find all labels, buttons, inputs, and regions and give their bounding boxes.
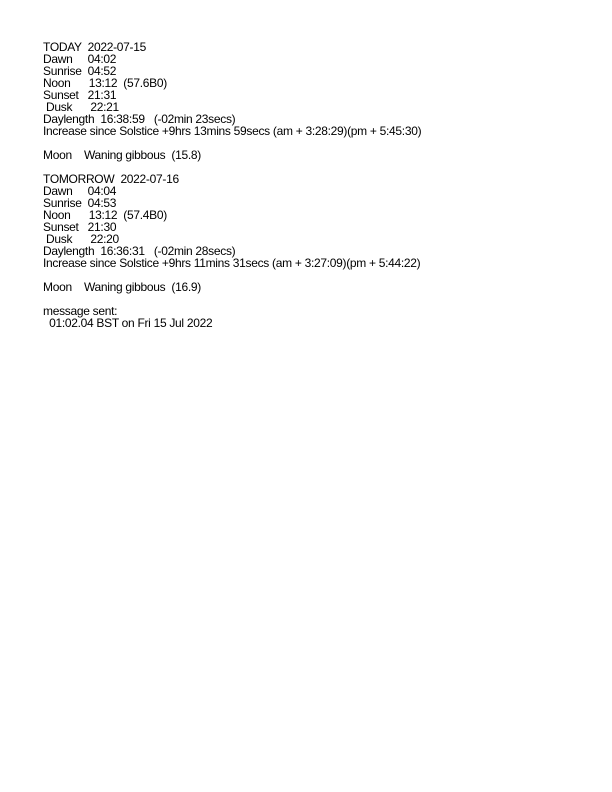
today-sunset: Sunset 21:31 [43,88,117,102]
tomorrow-sunrise: Sunrise 04:53 [43,196,117,210]
tomorrow-increase: Increase since Solstice +9hrs 11mins 31secs (am + 3:27:09)(pm + 5:44:22) [43,256,421,270]
tomorrow-daylength: Daylength 16:36:31 (-02min 28secs) [43,244,236,258]
today-sunrise: Sunrise 04:52 [43,64,117,78]
today-moon: Moon Waning gibbous (15.8) [43,148,201,162]
tomorrow-dawn: Dawn 04:04 [43,184,117,198]
today-heading: TODAY 2022-07-15 [43,40,146,54]
tomorrow-noon: Noon 13:12 (57.4B0) [43,208,167,222]
message-sent-timestamp: 01:02.04 BST on Fri 15 Jul 2022 [43,316,213,330]
today-daylength: Daylength 16:38:59 (-02min 23secs) [43,112,236,126]
spacer [43,293,603,305]
today-noon: Noon 13:12 (57.6B0) [43,76,167,90]
tomorrow-sunset: Sunset 21:30 [43,220,117,234]
today-increase: Increase since Solstice +9hrs 13mins 59secs (am + 3:28:29)(pm + 5:45:30) [43,124,422,138]
message-body [43,41,603,329]
today-dusk: Dusk 22:21 [43,100,119,114]
tomorrow-dusk: Dusk 22:20 [43,232,119,246]
tomorrow-moon: Moon Waning gibbous (16.9) [43,280,201,294]
today-dawn: Dawn 04:02 [43,52,117,66]
message-sent-label: message sent: [43,304,118,318]
tomorrow-heading: TOMORROW 2022-07-16 [43,172,179,186]
